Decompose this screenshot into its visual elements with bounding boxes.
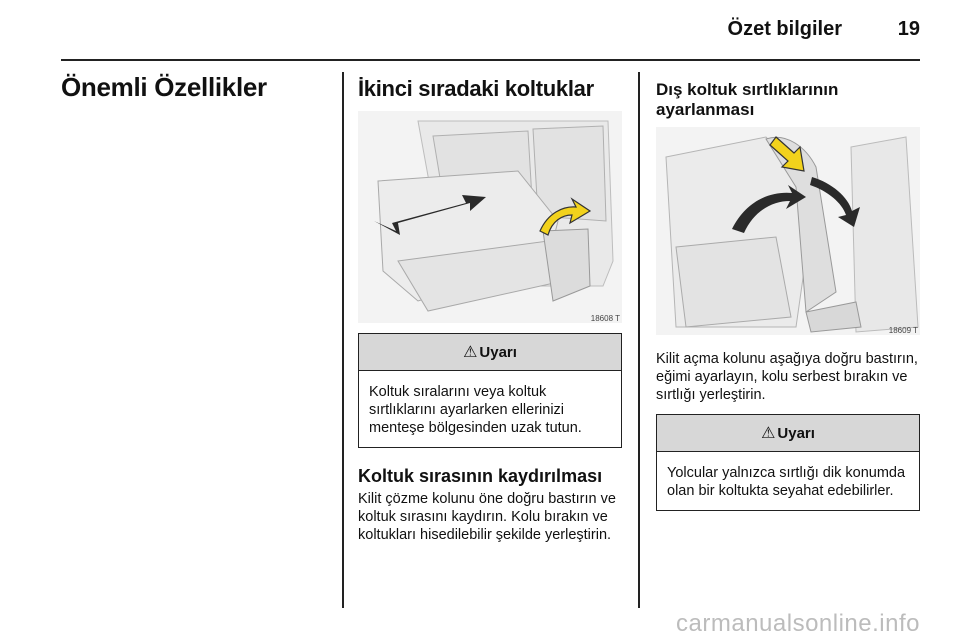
column-divider-left xyxy=(342,72,344,608)
warning-text: Koltuk sıralarını veya koltuk sırtlıklarını ayarlarken ellerinizi menteşe bölgesinden uzak tutun. xyxy=(369,384,582,437)
backrest-figure xyxy=(656,127,920,335)
backrest-body: Kilit açma kolunu aşağıya doğru bastırın, eğimi ayarlayın, kolu serbest bırakın ve sırtlığı yerleştirin. xyxy=(656,351,918,404)
warning-box-hinges xyxy=(358,333,622,448)
seat-slide-body: Kilit çözme kolunu öne doğru bastırın ve koltuk sırasını kaydırın. Kolu bırakın ve koltukları hisedilebilir şekilde yerleştirin. xyxy=(358,490,616,543)
footer-watermark[interactable]: carmanualsonline.info xyxy=(676,610,920,637)
section-title: Önemli Özellikler xyxy=(61,72,267,102)
column-backrest-adjustment xyxy=(656,72,920,511)
backrest-adjust-illustration xyxy=(656,127,920,335)
header-rule xyxy=(61,59,920,61)
warning-title: Uyarı xyxy=(777,425,815,443)
warning-triangle-icon: ⚠ xyxy=(463,344,478,362)
warning-header xyxy=(657,415,919,452)
second-row-heading: İkinci sıradaki koltuklar xyxy=(358,76,594,101)
warning-header xyxy=(359,334,621,371)
seat-slide-subheading: Koltuk sırasının kaydırılması xyxy=(358,466,603,487)
warning-box-upright xyxy=(656,414,920,511)
column-divider-right xyxy=(638,72,640,608)
warning-title: Uyarı xyxy=(479,344,517,362)
header-title: Özet bilgiler xyxy=(727,18,842,40)
warning-text: Yolcular yalnızca sırtlığı dik konumda olan bir koltukta seyahat edebilirler. xyxy=(667,465,906,500)
column-second-row-seats xyxy=(358,72,622,544)
page-number: 19 xyxy=(897,18,920,40)
figure-code-18609: 18609 T xyxy=(888,326,918,336)
warning-triangle-icon: ⚠ xyxy=(761,425,776,443)
seat-slide-illustration xyxy=(358,111,622,323)
backrest-heading: Dış koltuk sırtlıklarının ayarlanması xyxy=(656,80,839,119)
second-row-seat-figure xyxy=(358,111,622,323)
figure-code-18608: 18608 T xyxy=(590,314,620,324)
